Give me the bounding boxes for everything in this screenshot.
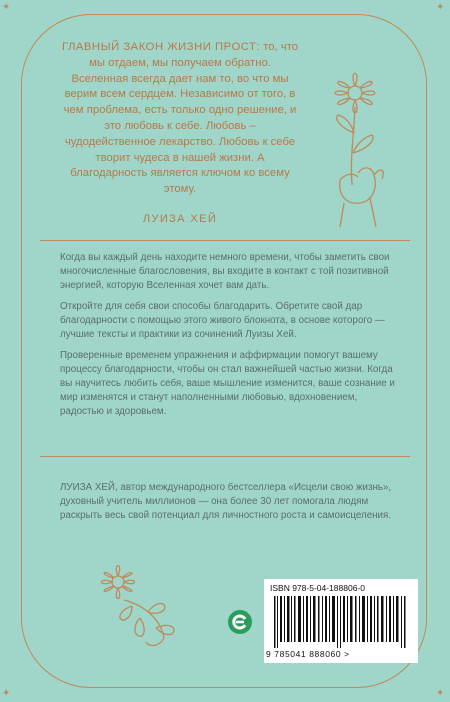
publisher-logo-icon: [228, 610, 252, 634]
floral-branch-icon: [90, 560, 185, 655]
barcode-label: [264, 579, 418, 663]
description-paragraph: Откройте для себя свои способы благодарить. Обретите свой дар благодарности с помощью этого живого блокнота, в основе которого — лучшие тексты и практики из сочинений Луизы Хей.: [60, 301, 385, 340]
corner-star-icon: ✦: [436, 2, 445, 13]
divider-top: [40, 240, 410, 241]
divider-bottom: [40, 456, 410, 457]
corner-star-icon: ✦: [436, 688, 445, 699]
corner-star-icon: ✦: [2, 688, 11, 699]
description: [60, 251, 400, 419]
author-bio-text: ЛУИЗА ХЕЙ, автор международного бестселлера «Исцели свою жизнь», духовный учитель миллионов — она более 30 лет помогала людям раскрыть весь свой потенциал для личностного роста и самоисцеления.: [60, 482, 392, 521]
barcode-icon: [274, 596, 408, 648]
quote-block: [60, 40, 300, 198]
quote-body: то, что мы отдаем, мы получаем обратно. Вселенная всегда дает нам то, во что мы верим всем сердцем. Независимо от того, в чем проблема, есть только одно решение, и это любовь к себе. Любовь – чудодейственное лекарство. Любовь к себе творит чудеса в нашей жизни. А благодарность является ключом ко всему этому.: [63, 41, 299, 196]
description-paragraph: Проверенные временем упражнения и аффирмации помогут вашему процессу благодарности, чтобы он стал важнейшей частью жизни. Когда вы научитесь любить себя, ваше мышление изменится, ваше сознание и мир изменятся и станут наполненными любовью, вдохновением, радостью и здоровьем.: [60, 350, 395, 417]
author-bio: [60, 481, 400, 523]
isbn-text: ISBN 978-5-04-188806-0: [270, 583, 365, 593]
quote-heading: ГЛАВНЫЙ ЗАКОН ЖИЗНИ ПРОСТ:: [61, 41, 261, 53]
quote-author: ЛУИЗА ХЕЙ: [142, 213, 218, 225]
corner-star-icon: ✦: [2, 2, 11, 13]
flower-in-hand-icon: [310, 55, 400, 230]
description-paragraph: Когда вы каждый день находите немного времени, чтобы заметить свои многочисленные благословения, вы входите в контакт с той позитивной энергией, которую Вселенная хочет вам дать.: [60, 252, 390, 291]
barcode-digits: 9 785041 888060 >: [266, 649, 350, 659]
